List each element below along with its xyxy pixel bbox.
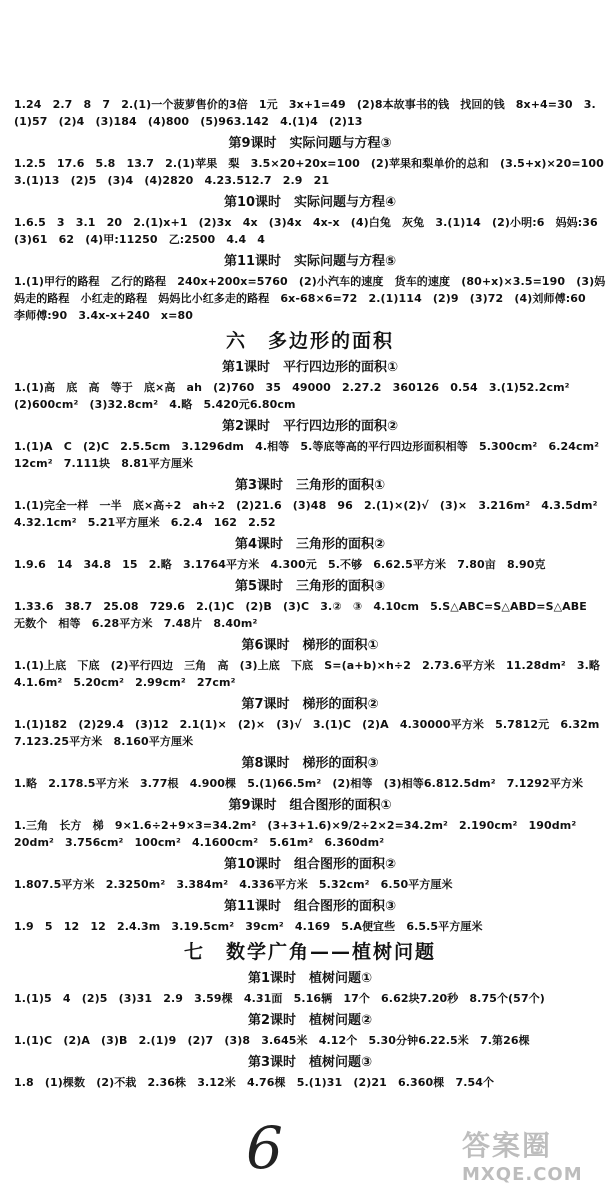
lesson-heading: 第9课时 组合图形的面积①: [228, 798, 392, 813]
answer-paragraph: 1.33.6 38.7 25.08 729.6 2.(1)C (2)B (3)C 3.② ③ 4.10cm 5.S△ABC=S△ABD=S△ABE 无数个 相等 6.28平方米 7.48片 8.40m²: [14, 600, 599, 630]
answer-paragraph: 1.2.5 17.6 5.8 13.7 2.(1)苹果 梨 3.5×20+20x=100 (2)苹果和梨单价的总和 (3.5+x)×20=100 3.(1)13 (2)5 (3)4 (4)2820 4.23.512.7 2.9 21: [14, 157, 616, 187]
answer-paragraph: 1.(1)高 底 高 等于 底×高 ah (2)760 35 49000 2.27.2 360126 0.54 3.(1)52.2cm² (2)600cm² (3)32.8cm² 4.略 5.420元6.80cm: [14, 381, 581, 411]
answer-paragraph: 1.8 (1)棵数 (2)不栽 2.36株 3.12米 4.76棵 5.(1)31 (2)21 6.360棵 7.54个: [14, 1076, 495, 1089]
answer-paragraph: 1.24 2.7 8 7 2.(1)一个菠萝售价的3倍 1元 3x+1=49 (2)8本故事书的钱 找回的钱 8x+4=30 3.(1)57 (2)4 (3)184 (4)800 (5)963.142 4.(1)4 (2)13: [14, 98, 596, 128]
lesson-heading: 第10课时 实际问题与方程④: [223, 195, 397, 210]
watermark-logo-text: 答案圈: [462, 1129, 553, 1162]
answer-paragraph: 1.(1)上底 下底 (2)平行四边 三角 高 (3)上底 下底 S=(a+b)×h÷2 2.73.6平方米 11.28dm² 3.略 4.1.6m² 5.20cm² 2.99cm² 27cm²: [14, 659, 612, 689]
lesson-heading: 第3课时 植树问题③: [247, 1055, 373, 1070]
lesson-heading: 第5课时 三角形的面积③: [234, 579, 386, 594]
answer-paragraph: 1.(1)完全一样 一半 底×高÷2 ah÷2 (2)21.6 (3)48 96 2.(1)×(2)√ (3)× 3.216m² 4.3.5dm² 4.32.1cm² 5.21平方厘米 6.2.4 162 2.52: [14, 499, 609, 529]
site-watermark: [462, 1128, 612, 1194]
lesson-heading: 第1课时 平行四边形的面积①: [221, 360, 399, 375]
lesson-heading: 第2课时 植树问题②: [247, 1013, 373, 1028]
lesson-heading: 第8课时 梯形的面积③: [241, 756, 379, 771]
lesson-heading: 第6课时 梯形的面积①: [241, 638, 379, 653]
answer-paragraph: 1.(1)甲行的路程 乙行的路程 240x+200x=5760 (2)小汽车的速度 货车的速度 (80+x)×3.5=190 (3)妈妈走的路程 小红走的路程 妈妈比小红多走的路程 6x-68×6=72 2.(1)114 (2)9 (3)72 (4)刘师傅:60 李师傅:90 3.4x-x+240 x=80: [14, 275, 606, 322]
lesson-heading: 第4课时 三角形的面积②: [234, 537, 386, 552]
answer-paragraph: 1.(1)C (2)A (3)B 2.(1)9 (2)7 (3)8 3.645米 4.12个 5.30分钟6.22.5米 7.第26棵: [14, 1034, 530, 1047]
answer-paragraph: 1.9.6 14 34.8 15 2.略 3.1764平方米 4.300元 5.不够 6.62.5平方米 7.80亩 8.90克: [14, 558, 546, 571]
unit-heading: 六 多边形的面积: [225, 330, 394, 352]
lesson-heading: 第10课时 组合图形的面积②: [223, 857, 397, 872]
answer-paragraph: 1.807.5平方米 2.3250m² 3.384m² 4.336平方米 5.32cm² 6.50平方厘米: [14, 878, 453, 891]
lesson-heading: 第7课时 梯形的面积②: [241, 697, 379, 712]
answer-paragraph: 1.6.5 3 3.1 20 2.(1)x+1 (2)3x 4x (3)4x 4x-x (4)白兔 灰兔 3.(1)14 (2)小明:6 妈妈:36 (3)61 62 (4)甲:11250 乙:2500 4.4 4: [14, 216, 609, 246]
watermark-domain: MXQE.COM: [462, 1164, 583, 1185]
answer-paragraph: 1.三角 长方 梯 9×1.6÷2+9×3=34.2m² (3+3+1.6)×9/2÷2×2=34.2m² 2.190cm² 190dm² 20dm² 3.756cm² 100cm² 4.1600cm² 5.61m² 6.360dm²: [14, 819, 588, 849]
answer-content: [14, 96, 616, 1091]
answer-paragraph: 1.(1)182 (2)29.4 (3)12 2.1(1)× (2)× (3)√ 3.(1)C (2)A 4.30000平方米 5.7812元 6.32m 7.123.25平方米 8.160平方厘米: [14, 718, 611, 748]
lesson-heading: 第11课时 组合图形的面积③: [223, 899, 397, 914]
lesson-heading: 第9课时 实际问题与方程③: [228, 136, 392, 151]
answer-paragraph: 1.略 2.178.5平方米 3.77根 4.900棵 5.(1)66.5m² (2)相等 (3)相等6.812.5dm² 7.1292平方米: [14, 777, 584, 790]
unit-heading: 七 数学广角——植树问题: [183, 941, 436, 963]
lesson-heading: 第3课时 三角形的面积①: [234, 478, 386, 493]
answer-paragraph: 1.(1)A C (2)C 2.5.5cm 3.1296dm 4.相等 5.等底等高的平行四边形面积相等 5.300cm² 6.24cm² 12cm² 7.111块 8.81平方厘米: [14, 440, 611, 470]
lesson-heading: 第1课时 植树问题①: [247, 971, 373, 986]
answer-paragraph: 1.(1)5 4 (2)5 (3)31 2.9 3.59棵 4.31面 5.16辆 17个 6.62块7.20秒 8.75个(57个): [14, 992, 545, 1005]
lesson-heading: 第2课时 平行四边形的面积②: [221, 419, 399, 434]
answer-paragraph: 1.9 5 12 12 2.4.3m 3.19.5cm² 39cm² 4.169 5.A便宜些 6.5.5平方厘米: [14, 920, 483, 933]
handwritten-page-number: 6: [246, 1114, 283, 1182]
lesson-heading: 第11课时 实际问题与方程⑤: [223, 254, 397, 269]
